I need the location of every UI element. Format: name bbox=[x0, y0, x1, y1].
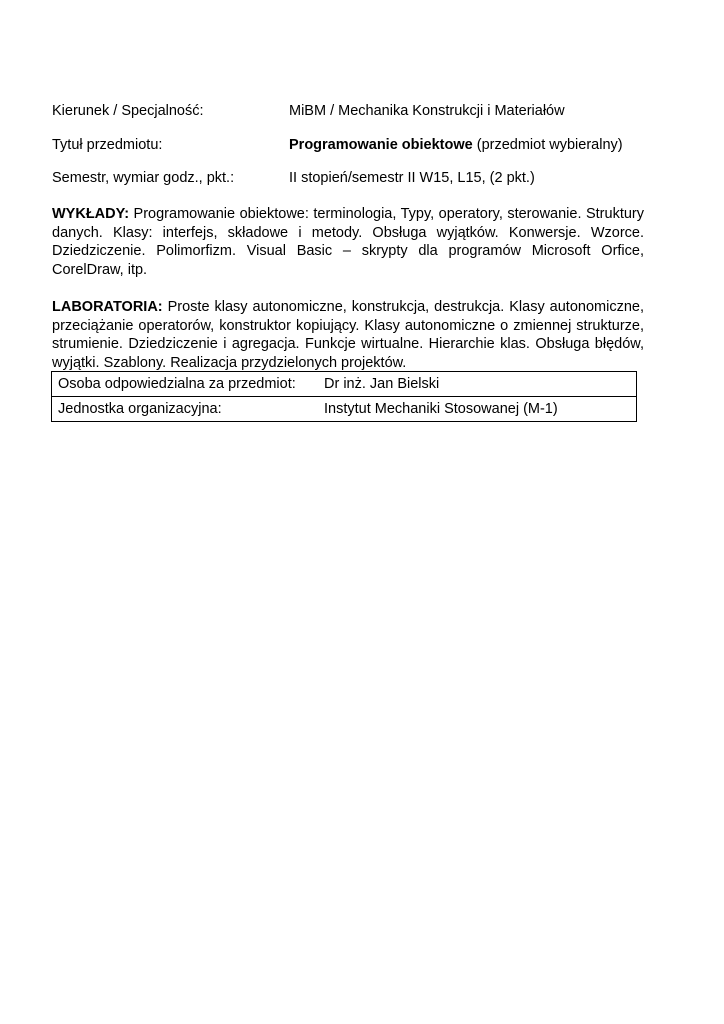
course-title-label: Tytuł przedmiotu: bbox=[52, 136, 163, 153]
course-sheet bbox=[52, 102, 644, 372]
laboratories-text: Proste klasy autonomiczne, konstrukcja, destrukcja. Klasy autonomiczne, przeciążanie operatorów, konstruktor kopiujący. Klasy autonomiczne o zmiennej strukturze, strumienie. Dziedziczenie i agregacja. Funkcje wirtualne. Hierarchie klas. Obsługa błędów, wyjątki. Szablony. Realizacja przydzielonych projektów. bbox=[52, 299, 644, 371]
direction-value: MiBM / Mechanika Konstrukcji i Materiałów bbox=[289, 103, 565, 119]
table-row bbox=[52, 397, 637, 422]
lectures-text: Programowanie obiektowe: terminologia, Typy, operatory, sterowanie. Struktury danych. Klasy: interfejs, składowe i metody. Obsługa wyjątków. Konwersje. Wzorce. Dziedziczenie. Polimorfizm. Visual Basic – skrypty dla programów Microsoft Orfice, CorelDraw, itp. bbox=[52, 206, 644, 278]
table-row bbox=[52, 372, 637, 397]
responsible-person-value: Dr inż. Jan Bielski bbox=[318, 372, 637, 397]
course-title-value bbox=[289, 136, 644, 155]
organizational-unit-label: Jednostka organizacyjna: bbox=[52, 397, 319, 422]
course-title-name: Programowanie obiektowe bbox=[289, 136, 473, 153]
laboratories-heading: LABORATORIA: bbox=[52, 299, 163, 315]
laboratories-paragraph bbox=[52, 298, 644, 372]
direction-label: Kierunek / Specjalność: bbox=[52, 103, 204, 119]
responsible-person-label: Osoba odpowiedzialna za przedmiot: bbox=[52, 372, 319, 397]
semester-row bbox=[52, 169, 644, 188]
semester-label: Semestr, wymiar godz., pkt.: bbox=[52, 170, 235, 186]
lectures-paragraph bbox=[52, 205, 644, 279]
organizational-unit-value: Instytut Mechaniki Stosowanej (M-1) bbox=[318, 397, 637, 422]
course-title-note: (przedmiot wybieralny) bbox=[472, 136, 623, 153]
lectures-heading: WYKŁADY: bbox=[52, 206, 130, 222]
course-title-row bbox=[52, 136, 644, 155]
responsibility-table bbox=[51, 371, 637, 422]
semester-value: II stopień/semestr II W15, L15, (2 pkt.) bbox=[289, 170, 535, 186]
direction-row bbox=[52, 102, 644, 121]
